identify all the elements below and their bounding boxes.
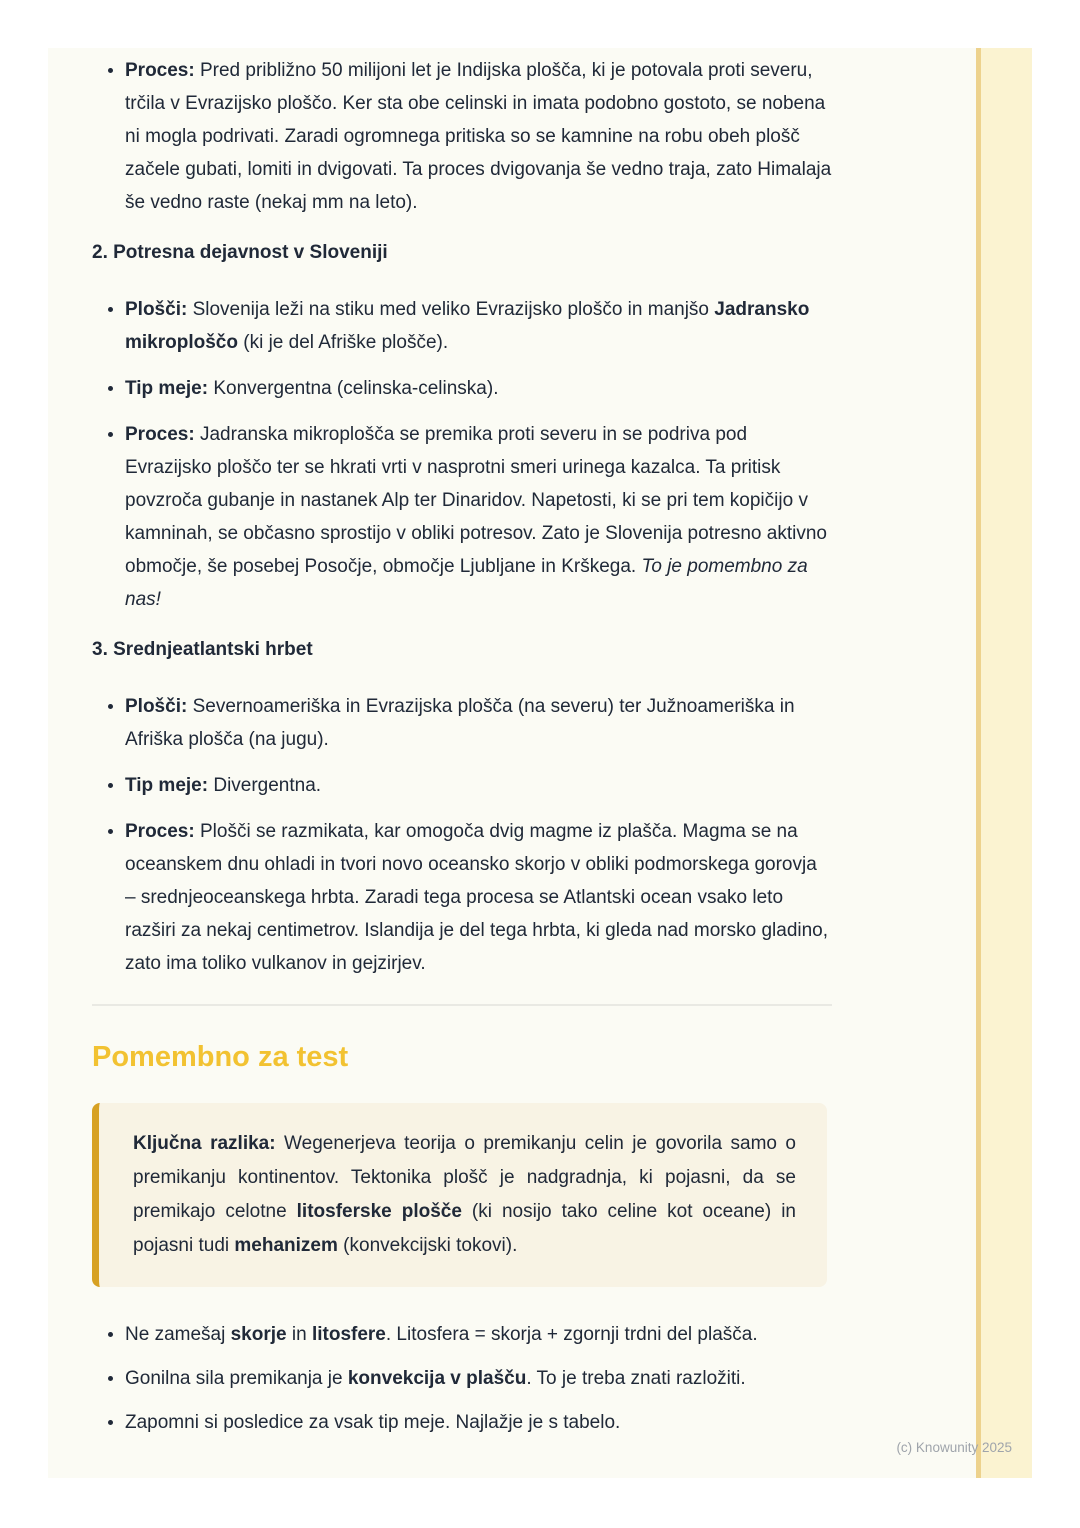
- key-difference-callout: [92, 1103, 827, 1287]
- list-item-tip-table: [125, 1406, 832, 1439]
- bullet-text: Tip meje: Divergentna.: [125, 775, 322, 796]
- list-item-boundary-type: [125, 372, 832, 405]
- list-item-tip-crust-lithosphere: [125, 1318, 832, 1351]
- bullet-text: Proces: Plošči se razmikata, kar omogoča dvig magme iz plašča. Magma se na oceanskem dnu ohladi in tvori novo oceansko skorjo v obliki podmorskega gorovja – srednjeoceanskega hrbta. Zaradi tega procesa se Atlantski ocean vsako leto razširi za nekaj centimetrov. Islandija je del tega hrbta, ki gleda nad morsko gladino, zato ima toliko vulkanov in gejzirjev.: [125, 821, 829, 974]
- list-item-process-himalaya: [125, 54, 832, 219]
- bullet-text: Plošči: Slovenija leži na stiku med veliko Evrazijsko ploščo in manjšo Jadransko mikroploščo (ki je del Afriške plošče).: [125, 299, 810, 353]
- watermark: (c) Knowunity 2025: [896, 1440, 1012, 1455]
- section-3-bullet-list: [92, 690, 832, 980]
- section-heading-mid-atlantic-ridge: 3. Srednjeatlantski hrbet: [92, 639, 313, 660]
- bullet-text: Plošči: Severnoameriška in Evrazijska plošča (na severu) ter Južnoameriška in Afriška plošča (na jugu).: [125, 696, 795, 750]
- page-content: [92, 54, 832, 1439]
- bullet-text: Ne zamešaj skorje in litosfere. Litosfera = skorja + zgornji trdni del plašča.: [125, 1324, 758, 1345]
- bullet-text: Proces: Pred približno 50 milijoni let je Indijska plošča, ki je potovala proti severu, trčila v Evrazijsko ploščo. Ker sta obe celinski in imata podobno gostoto, se nobena ni mogla podrivati. Zaradi ogromnega pritiska so se kamnine na robu obeh plošč začele gubati, lomiti in dvigovati. Ta proces dvigovanja še vedno traja, zato Himalaja še vedno raste (nekaj mm na leto).: [125, 60, 832, 213]
- bullet-text: Tip meje: Konvergentna (celinska-celinska).: [125, 378, 499, 399]
- list-item-tip-convection: [125, 1362, 832, 1395]
- page-edge-stripe: [976, 48, 1032, 1478]
- document-page: [48, 48, 1032, 1478]
- bullet-text: Gonilna sila premikanja je konvekcija v plašču. To je treba znati razložiti.: [125, 1368, 746, 1389]
- intro-bullet-list: [92, 54, 832, 219]
- section-divider: [92, 1004, 832, 1006]
- tips-bullet-list: [92, 1318, 832, 1439]
- important-for-test-heading: Pomembno za test: [92, 1041, 349, 1073]
- bullet-text: Proces: Jadranska mikroplošča se premika proti severu in se podriva pod Evrazijsko ploščo ter se hkrati vrti v nasprotni smeri urinega kazalca. Ta pritisk povzroča gubanje in nastanek Alp ter Dinaridov. Napetosti, ki se pri tem kopičijo v kamninah, se občasno sprostijo v obliki potresov. Zato je Slovenija potresno aktivno območje, še posebej Posočje, območje Ljubljane in Krškega. To je pomembno za nas!: [125, 424, 827, 610]
- list-item-plates: [125, 690, 832, 756]
- list-item-process: [125, 815, 832, 980]
- bullet-text: Zapomni si posledice za vsak tip meje. Najlažje je s tabelo.: [125, 1412, 621, 1433]
- callout-text: Ključna razlika: Wegenerjeva teorija o premikanju celin je govorila samo o premikanju kontinentov. Tektonika plošč je nadgradnja, ki pojasni, da se premikajo celotne litosferske plošče (ki nosijo tako celine kot oceane) in pojasni tudi mehanizem (konvekcijski tokovi).: [133, 1133, 797, 1256]
- list-item-process: [125, 418, 832, 616]
- section-2-bullet-list: [92, 293, 832, 616]
- list-item-plates: [125, 293, 832, 359]
- section-heading-earthquakes-slovenia: 2. Potresna dejavnost v Sloveniji: [92, 242, 388, 263]
- list-item-boundary-type: [125, 769, 832, 802]
